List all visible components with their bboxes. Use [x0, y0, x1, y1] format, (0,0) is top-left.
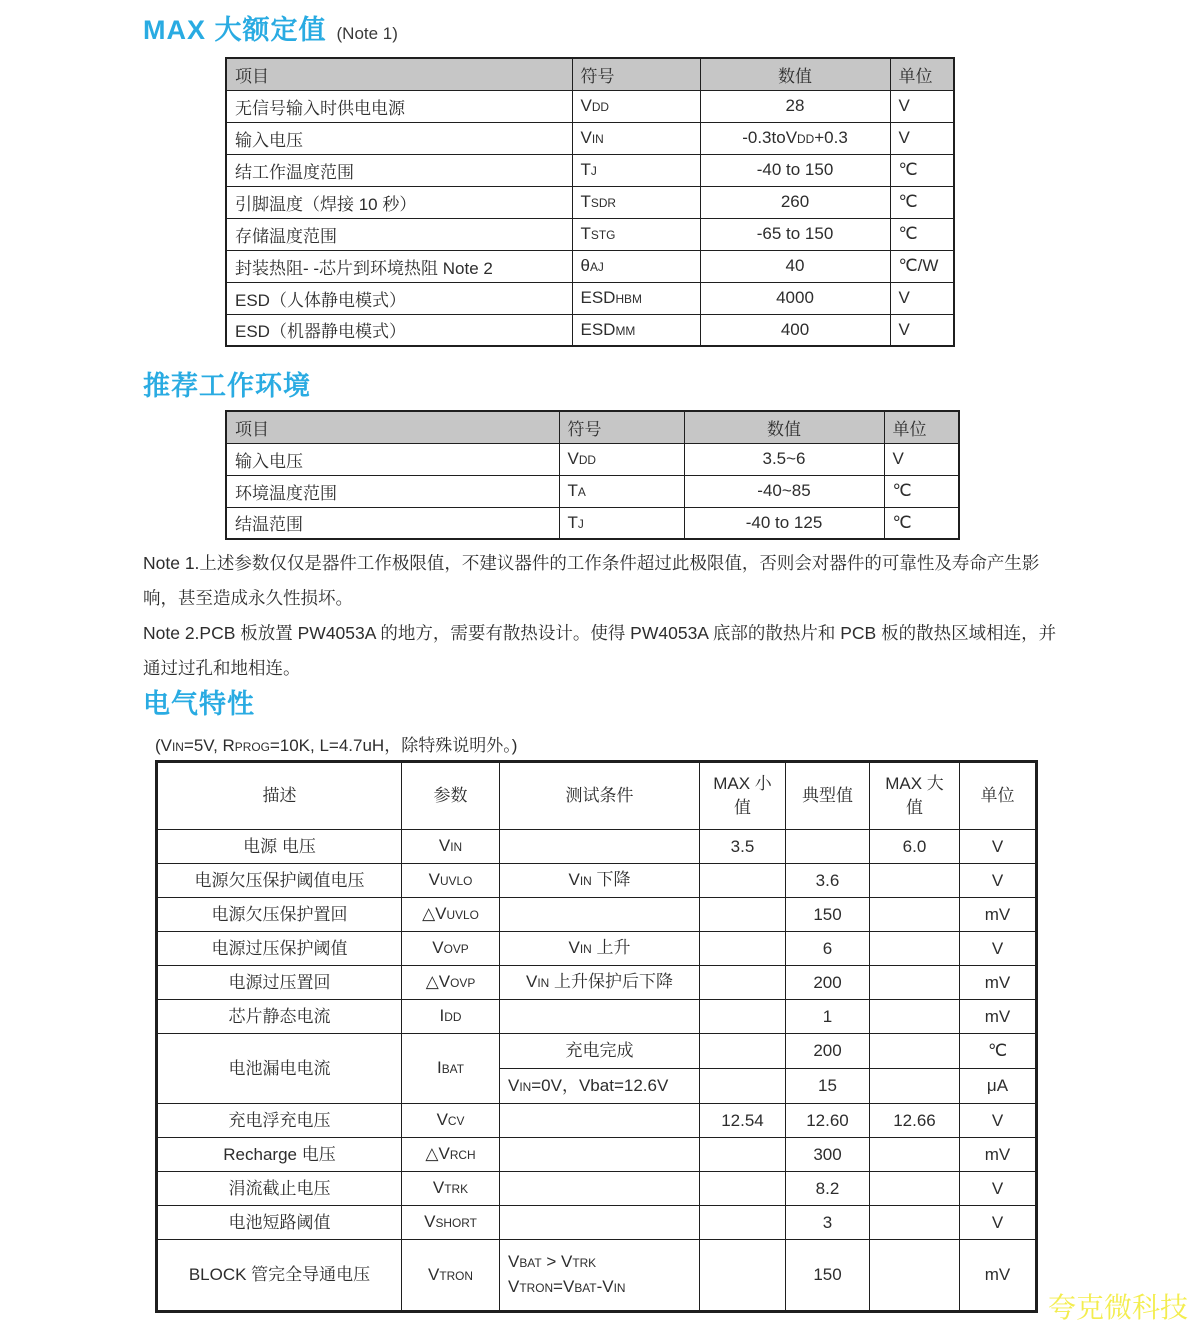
- cell-item: ESD（人体静电模式）: [226, 282, 572, 314]
- cell-unit: ℃: [884, 507, 959, 539]
- table-row: [157, 1172, 1037, 1206]
- cell-value: -0.3toVDD+0.3: [700, 122, 890, 154]
- section-title-recommended: [143, 364, 311, 403]
- cell-desc: Recharge 电压: [157, 1138, 402, 1172]
- cell-max: [870, 898, 960, 932]
- cell-min: [700, 1172, 786, 1206]
- column-header-param: 参数: [402, 762, 500, 830]
- cell-param: △VUVLO: [402, 898, 500, 932]
- cell-symbol: TSDR: [572, 186, 700, 218]
- cell-unit: ℃: [884, 475, 959, 507]
- cell-typ: 3.6: [786, 864, 870, 898]
- cell-min: [700, 1000, 786, 1034]
- cell-min: 3.5: [700, 830, 786, 864]
- electrical-test-conditions: (VIN=5V, RPROG=10K, L=4.7uH，除特殊说明外。): [155, 736, 518, 755]
- watermark-logo: 夸克微科技: [1048, 1292, 1189, 1323]
- cell-value: 3.5~6: [684, 443, 884, 475]
- cell-max: [870, 1206, 960, 1240]
- cell-param: IDD: [402, 1000, 500, 1034]
- cell-cond: [500, 1000, 700, 1034]
- cell-cond: VBAT > VTRK VTRON=VBAT-VIN: [500, 1240, 700, 1312]
- table-row: [226, 90, 954, 122]
- table-row: [226, 475, 959, 507]
- cell-param: VIN: [402, 830, 500, 864]
- electrical-title-text: 电气特性: [143, 689, 255, 719]
- table-row: [157, 1000, 1037, 1034]
- cell-item: 无信号输入时供电电源: [226, 90, 572, 122]
- cell-typ: 12.60: [786, 1104, 870, 1138]
- cell-cond: [500, 1104, 700, 1138]
- cell-cond: [500, 898, 700, 932]
- note-1: Note 1.上述参数仅仅是器件工作极限值，不建议器件的工作条件超过此极限值，否则会对器件的可靠性及寿命产生影响，甚至造成永久性损坏。: [143, 553, 1040, 608]
- cell-item: 结工作温度范围: [226, 154, 572, 186]
- cell-unit: V: [960, 864, 1037, 898]
- cell-unit: ℃: [890, 218, 954, 250]
- cell-unit: ℃/W: [890, 250, 954, 282]
- cell-cond: VIN=0V，Vbat=12.6V: [500, 1069, 700, 1104]
- table-row: [226, 122, 954, 154]
- cell-param: △VOVP: [402, 966, 500, 1000]
- table-row: [226, 443, 959, 475]
- cell-unit: mV: [960, 1000, 1037, 1034]
- cell-unit: μA: [960, 1069, 1037, 1104]
- cell-max: [870, 1240, 960, 1312]
- cell-unit: mV: [960, 966, 1037, 1000]
- cell-cond: VIN 上升: [500, 932, 700, 966]
- cell-desc: 电源欠压保护置回: [157, 898, 402, 932]
- cell-min: [700, 1069, 786, 1104]
- cell-param: IBAT: [402, 1034, 500, 1104]
- electrical-header-row: [157, 762, 1037, 830]
- table-row: [157, 932, 1037, 966]
- cell-desc: 充电浮充电压: [157, 1104, 402, 1138]
- abs-max-table: [225, 57, 955, 347]
- column-header-value: 数值: [700, 58, 890, 90]
- cell-unit: V: [890, 282, 954, 314]
- cell-param: VTRON: [402, 1240, 500, 1312]
- cell-cond: [500, 1138, 700, 1172]
- cell-min: [700, 1138, 786, 1172]
- cell-symbol: TSTG: [572, 218, 700, 250]
- cell-desc: 电源 电压: [157, 830, 402, 864]
- cell-min: [700, 898, 786, 932]
- cell-symbol: VDD: [559, 443, 684, 475]
- abs-max-title-text: MAX 大额定值: [143, 15, 327, 45]
- cell-cond: [500, 1172, 700, 1206]
- section-title-abs-max: [143, 8, 398, 47]
- abs-max-header-row: [226, 58, 954, 90]
- abs-max-title-note: (Note 1): [336, 24, 398, 43]
- cell-param: VCV: [402, 1104, 500, 1138]
- cell-item: ESD（机器静电模式）: [226, 314, 572, 346]
- electrical-table: [155, 760, 1038, 1313]
- cell-typ: 300: [786, 1138, 870, 1172]
- cell-item: 输入电压: [226, 443, 559, 475]
- cell-unit: mV: [960, 898, 1037, 932]
- column-header-cond: 测试条件: [500, 762, 700, 830]
- table-row: [226, 507, 959, 539]
- cell-typ: 1: [786, 1000, 870, 1034]
- table-row: [157, 1206, 1037, 1240]
- cell-min: [700, 966, 786, 1000]
- cell-min: [700, 932, 786, 966]
- cell-max: [870, 1000, 960, 1034]
- cell-desc: 电池短路阈值: [157, 1206, 402, 1240]
- cell-symbol: TJ: [559, 507, 684, 539]
- cell-typ: 150: [786, 1240, 870, 1312]
- cell-desc: 电源过压置回: [157, 966, 402, 1000]
- cell-item: 封装热阻- -芯片到环境热阻 Note 2: [226, 250, 572, 282]
- table-row: [226, 154, 954, 186]
- cell-desc: BLOCK 管完全导通电压: [157, 1240, 402, 1312]
- cell-value: -65 to 150: [700, 218, 890, 250]
- cell-item: 输入电压: [226, 122, 572, 154]
- cell-unit: mV: [960, 1240, 1037, 1312]
- table-row-battery-leak-1: [157, 1034, 1037, 1069]
- cell-cond: [500, 830, 700, 864]
- cell-value: 260: [700, 186, 890, 218]
- recommended-table: [225, 410, 960, 540]
- table-row: [157, 830, 1037, 864]
- cell-unit: V: [960, 932, 1037, 966]
- cell-typ: 200: [786, 966, 870, 1000]
- cell-unit: ℃: [890, 186, 954, 218]
- cell-typ: 8.2: [786, 1172, 870, 1206]
- table-row: [157, 1104, 1037, 1138]
- cell-symbol: TJ: [572, 154, 700, 186]
- cell-value: -40 to 150: [700, 154, 890, 186]
- cell-max: [870, 864, 960, 898]
- cell-param: △VRCH: [402, 1138, 500, 1172]
- cell-desc: 电源过压保护阈值: [157, 932, 402, 966]
- cell-item: 环境温度范围: [226, 475, 559, 507]
- table-row: [226, 314, 954, 346]
- cell-param: VSHORT: [402, 1206, 500, 1240]
- cell-typ: 15: [786, 1069, 870, 1104]
- cell-desc: 电池漏电电流: [157, 1034, 402, 1104]
- table-row: [157, 1138, 1037, 1172]
- cell-max: [870, 1138, 960, 1172]
- cell-min: [700, 1206, 786, 1240]
- cell-unit: V: [890, 314, 954, 346]
- cell-max: 12.66: [870, 1104, 960, 1138]
- column-header-desc: 描述: [157, 762, 402, 830]
- cell-max: [870, 932, 960, 966]
- cell-unit: V: [884, 443, 959, 475]
- recommended-title-text: 推荐工作环境: [143, 371, 311, 401]
- cell-symbol: VIN: [572, 122, 700, 154]
- cell-unit: V: [960, 1172, 1037, 1206]
- table-row: [226, 250, 954, 282]
- cell-symbol: ESDMM: [572, 314, 700, 346]
- cell-max: [870, 1172, 960, 1206]
- cell-value: 40: [700, 250, 890, 282]
- column-header-unit: 单位: [884, 411, 959, 443]
- cell-min: 12.54: [700, 1104, 786, 1138]
- column-header-unit: 单位: [890, 58, 954, 90]
- column-header-symbol: 符号: [572, 58, 700, 90]
- cell-max: [870, 1069, 960, 1104]
- column-header-typ: 典型值: [786, 762, 870, 830]
- cell-unit: ℃: [890, 154, 954, 186]
- cell-param: VOVP: [402, 932, 500, 966]
- cell-symbol: VDD: [572, 90, 700, 122]
- cell-typ: 3: [786, 1206, 870, 1240]
- notes-block: [143, 546, 1059, 686]
- cell-cond: VIN 上升保护后下降: [500, 966, 700, 1000]
- cell-desc: 电源欠压保护阈值电压: [157, 864, 402, 898]
- cell-typ: 6: [786, 932, 870, 966]
- column-header-max: MAX 大值: [870, 762, 960, 830]
- cell-value: 4000: [700, 282, 890, 314]
- table-row: [157, 966, 1037, 1000]
- table-row: [157, 864, 1037, 898]
- cell-max: [870, 1034, 960, 1069]
- cell-unit: ℃: [960, 1034, 1037, 1069]
- cell-typ: [786, 830, 870, 864]
- cell-value: -40 to 125: [684, 507, 884, 539]
- cell-unit: V: [960, 1104, 1037, 1138]
- cell-unit: V: [960, 830, 1037, 864]
- cell-symbol: θAJ: [572, 250, 700, 282]
- cell-item: 存储温度范围: [226, 218, 572, 250]
- note-2: Note 2.PCB 板放置 PW4053A 的地方，需要有散热设计。使得 PW4053A 底部的散热片和 PCB 板的散热区域相连，并通过过孔和地相连。: [143, 623, 1057, 678]
- cell-item: 结温范围: [226, 507, 559, 539]
- table-row: [226, 282, 954, 314]
- table-row: [226, 218, 954, 250]
- table-row: [157, 898, 1037, 932]
- cell-desc: 涓流截止电压: [157, 1172, 402, 1206]
- column-header-unit: 单位: [960, 762, 1037, 830]
- cell-value: 28: [700, 90, 890, 122]
- cell-max: 6.0: [870, 830, 960, 864]
- table-row: [226, 186, 954, 218]
- cell-item: 引脚温度（焊接 10 秒）: [226, 186, 572, 218]
- cell-min: [700, 1240, 786, 1312]
- cell-unit: mV: [960, 1138, 1037, 1172]
- cell-desc: 芯片静态电流: [157, 1000, 402, 1034]
- section-title-electrical: [143, 682, 255, 721]
- column-header-min: MAX 小值: [700, 762, 786, 830]
- cell-unit: V: [960, 1206, 1037, 1240]
- cell-symbol: ESDHBM: [572, 282, 700, 314]
- cell-value: 400: [700, 314, 890, 346]
- cell-unit: V: [890, 122, 954, 154]
- column-header-item: 项目: [226, 58, 572, 90]
- cell-cond: [500, 1206, 700, 1240]
- cell-param: VUVLO: [402, 864, 500, 898]
- cell-unit: V: [890, 90, 954, 122]
- recommended-header-row: [226, 411, 959, 443]
- column-header-value: 数值: [684, 411, 884, 443]
- column-header-symbol: 符号: [559, 411, 684, 443]
- column-header-item: 项目: [226, 411, 559, 443]
- cell-param: VTRK: [402, 1172, 500, 1206]
- cell-max: [870, 966, 960, 1000]
- cell-symbol: TA: [559, 475, 684, 507]
- cell-cond: 充电完成: [500, 1034, 700, 1069]
- cell-typ: 150: [786, 898, 870, 932]
- cell-min: [700, 1034, 786, 1069]
- table-row-block-fet: [157, 1240, 1037, 1312]
- cell-cond: VIN 下降: [500, 864, 700, 898]
- cell-typ: 200: [786, 1034, 870, 1069]
- cell-min: [700, 864, 786, 898]
- cell-value: -40~85: [684, 475, 884, 507]
